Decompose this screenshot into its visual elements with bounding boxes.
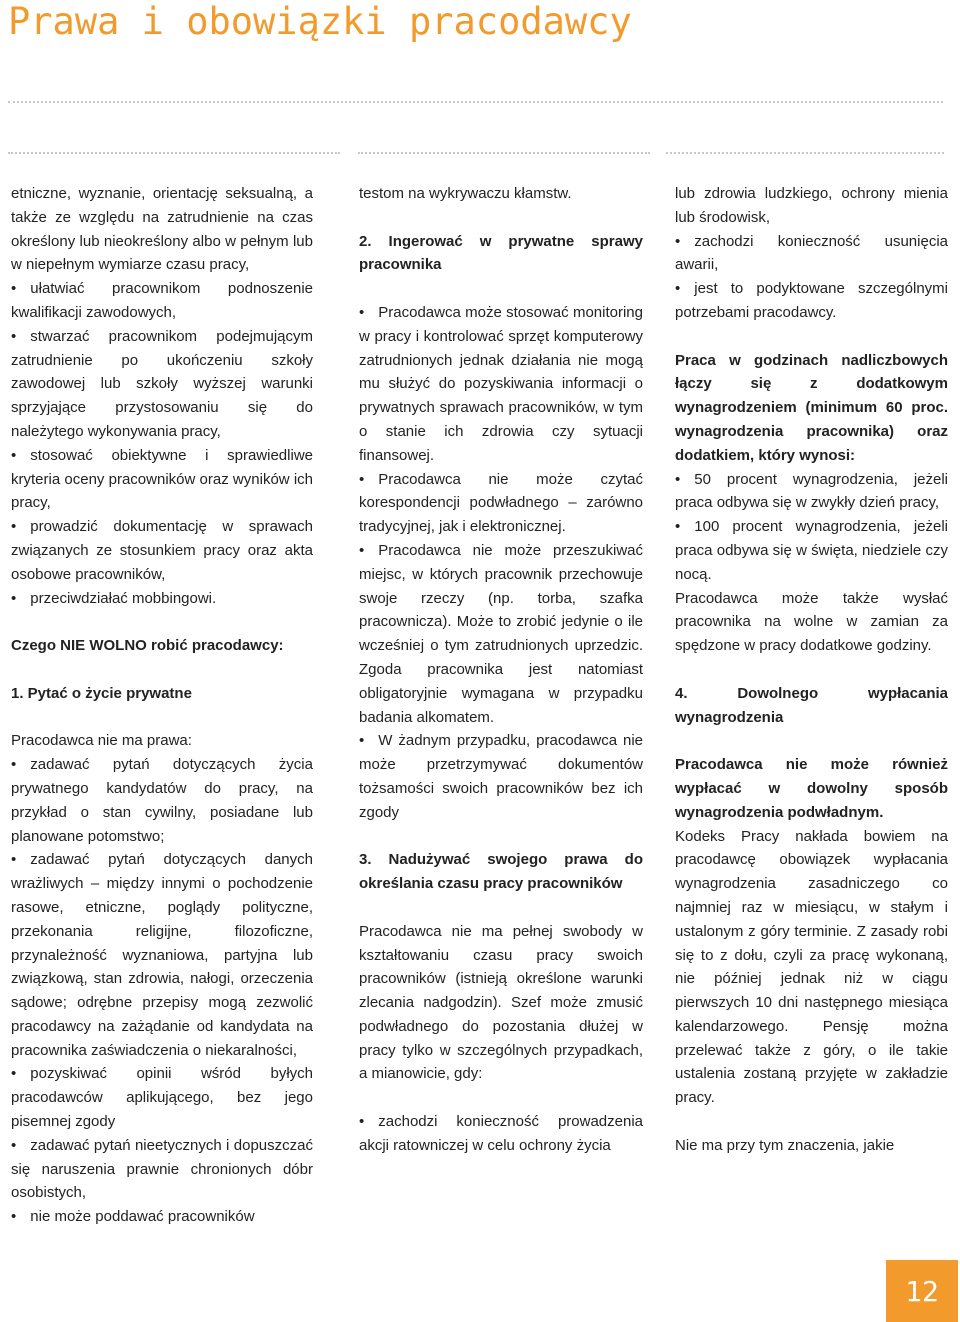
bullet-item: • zadawać pytań dotyczących danych wrażliwych – między innymi o pochodzenie rasowe, etniczne, poglądy polityczne, przekonania religijne, filozoficzne, przynależność wyznaniowa, partyjna lub związkową, stan zdrowia, nałogi, orzeczenia sądowe; odrębne przepisy mogą zezwolić pracodawcy na zażądanie od kandydata na pracownika zaświadczenia o niekaralności, (11, 848, 313, 1062)
bullet-item: • stwarzać pracownikom podejmującym zatrudnienie po ukończeniu szkoły zawodowej lub szkoły wyższej warunki sprzyjające przystosowaniu się do należytego wykonywania pracy, (11, 325, 313, 444)
section-heading: Czego NIE WOLNO robić pracodawcy: (11, 637, 284, 655)
bullet-item: • przeciwdziałać mobbingowi. (11, 587, 313, 611)
bullet-item: • zachodzi konieczność usunięcia awarii, (675, 230, 948, 278)
body-paragraph: Kodeks Pracy nakłada bowiem na pracodawcę obowiązek wypłacania wynagrodzenia zasadniczego co najmniej raz w miesiącu, w stałym i ustalonym z góry terminie. Z zasady robi się to z dołu, czyli za pracę wykonaną, nie później jednak niż w ciągu pierwszych 10 dni następnego miesiąca kalendarzowego. Pensję można przelewać także z góry, o ile takie ustalenia zostaną przyjęte w zakładzie pracy. (675, 827, 948, 1107)
page-title: Prawa i obowiązki pracodawcy (8, 0, 632, 43)
paragraph-spacer (11, 610, 313, 634)
bullet-item: • 50 procent wynagrodzenia, jeżeli praca odbywa się w zwykły dzień pracy, (675, 468, 948, 516)
bullet-item: • Pracodawca nie może przeszukiwać miejsc, w których pracownik przechowuje swoje rzeczy (np. torba, szafka pracownicza). Może to zrobić jedynie o ile wcześniej o tym zatrudnionych uprzedzic. Zgoda pracownika jest natomiast obligatoryjnie wymagana w przypadku badania alkomatem. (359, 539, 643, 729)
bullet-item: • nie może poddawać pracowników (11, 1205, 313, 1229)
bullet-item: • ułatwiać pracownikom podnoszenie kwalifikacji zawodowych, (11, 277, 313, 325)
section-heading: 1. Pytać o życie prywatne (11, 684, 192, 702)
paragraph-spacer (359, 1086, 643, 1110)
paragraph-spacer (675, 658, 948, 682)
bullet-item: • 100 procent wynagrodzenia, jeżeli praca odbywa się w święta, niedziele czy nocą. (675, 515, 948, 586)
text-column-2 (359, 182, 643, 1158)
paragraph-spacer (675, 325, 948, 349)
section-heading: 4. Dowolnego wypłacania wynagrodzenia (675, 684, 948, 726)
text-column-3 (675, 182, 948, 1158)
section-heading: 2. Ingerować w prywatne sprawy pracownika (359, 232, 643, 274)
section-heading: Pracodawca nie może również wypłacać w dowolny sposób wynagrodzenia podwładnym. (675, 756, 948, 821)
bullet-item: • jest to podyktowane szczególnymi potrzebami pracodawcy. (675, 277, 948, 325)
paragraph-spacer (359, 825, 643, 849)
text-column-1 (11, 182, 313, 1229)
paragraph-spacer (359, 896, 643, 920)
column-divider-2 (358, 152, 650, 154)
bullet-item: • zadawać pytań nieetycznych i dopuszczać się naruszenia prawnie chronionych dóbr osobistych, (11, 1134, 313, 1205)
body-paragraph: Pracodawca nie ma pełnej swobody w kształtowaniu czasu pracy swoich pracowników (istnieją określone warunki zlecania nadgodzin). Szef może zmusić podwładnego do pozostania dłużej w pracy tylko w szczególnych przypadkach, a mianowicie, gdy: (359, 922, 643, 1083)
body-paragraph: Pracodawca może także wysłać pracownika na wolne w zamian za spędzone w pracy dodatkowe godziny. (675, 589, 948, 655)
body-paragraph: lub zdrowia ludzkiego, ochrony mienia lub środowisk, (675, 185, 948, 226)
body-paragraph: Pracodawca nie ma prawa: (11, 732, 192, 750)
bullet-item: • Pracodawca może stosować monitoring w pracy i kontrolować sprzęt komputerowy zatrudnionych jednak działania nie mogą mu służyć do pozyskiwania informacji o prywatnych sprawach pracowników, w tym o stanie ich zdrowia czy sytuacji finansowej. (359, 301, 643, 468)
bullet-item: • pozyskiwać opinii wśród byłych pracodawców aplikującego, bez jego pisemnej zgody (11, 1062, 313, 1133)
section-heading: 3. Nadużywać swojego prawa do określania czasu pracy pracowników (359, 851, 643, 893)
paragraph-spacer (675, 1110, 948, 1134)
column-divider-1 (8, 152, 340, 154)
paragraph-spacer (359, 277, 643, 301)
page-number-badge: 12 (886, 1260, 958, 1322)
body-paragraph: etniczne, wyznanie, orientację seksualną, a także ze względu na zatrudnienie na czas określony lub nieokreślony albo w pełnym lub w niepełnym wymiarze czasu pracy, (11, 185, 313, 274)
bullet-item: • stosować obiektywne i sprawiedliwe kryteria oceny pracowników oraz wyników ich pracy, (11, 444, 313, 515)
column-divider-3 (666, 152, 944, 154)
section-heading: Praca w godzinach nadliczbowych łączy się z dodatkowym wynagrodzeniem (minimum 60 proc. wynagrodzenia pracownika) oraz dodatkiem, który wynosi: (675, 351, 948, 464)
title-divider (8, 101, 943, 103)
bullet-item: • Pracodawca nie może czytać korespondencji podwładnego – zarówno tradycyjnej, jak i elektronicznej. (359, 468, 643, 539)
bullet-item: • zachodzi konieczność prowadzenia akcji ratowniczej w celu ochrony życia (359, 1110, 643, 1158)
paragraph-spacer (359, 206, 643, 230)
paragraph-spacer (675, 729, 948, 753)
body-paragraph: testom na wykrywaczu kłamstw. (359, 185, 572, 202)
bullet-item: • zadawać pytań dotyczących życia prywatnego kandydatów do pracy, na przykład o stan cywilny, posiadane lub planowane potomstwo; (11, 753, 313, 848)
body-paragraph: Nie ma przy tym znaczenia, jakie (675, 1136, 895, 1154)
paragraph-spacer (11, 658, 313, 682)
bullet-item: • W żadnym przypadku, pracodawca nie może przetrzymywać dokumentów tożsamości swoich pracowników bez ich zgody (359, 729, 643, 824)
paragraph-spacer (11, 706, 313, 730)
bullet-item: • prowadzić dokumentację w sprawach związanych ze stosunkiem pracy oraz akta osobowe pracowników, (11, 515, 313, 586)
